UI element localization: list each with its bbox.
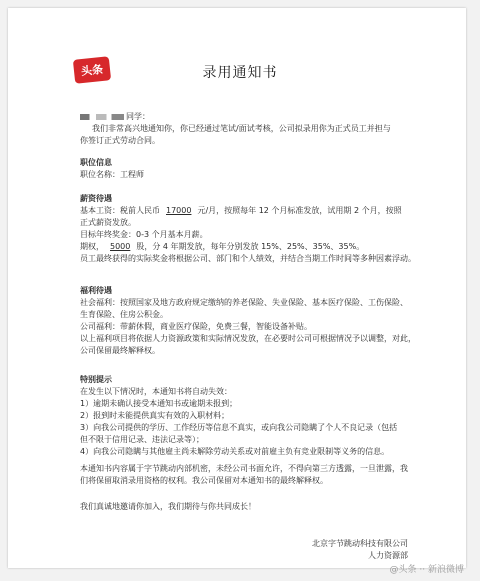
notice-section xyxy=(80,374,440,458)
position-section xyxy=(80,157,440,181)
salary-base-amount: 17000 xyxy=(166,206,192,215)
salary-stock-line xyxy=(80,241,440,253)
stock-suffix: 股，分 4 年期发放，每年分别发放 15%、25%、35%、35%。 xyxy=(136,242,365,251)
salary-base-prefix: 基本工资：税前人民币 xyxy=(80,206,160,215)
logo-text: 头条 xyxy=(80,62,104,79)
salary-bonus: 目标年终奖金：0-3 个月基本月薪。 xyxy=(80,230,208,239)
closing-line: 我们真诚地邀请你加入，我们期待与你共同成长！ xyxy=(80,502,256,511)
notice-line: 在发生以下情况时，本通知书将自动失效： xyxy=(80,387,232,396)
salary-base-suffix: 元/月，按照每年 12 个月标准发放，试用期 2 个月，按照 xyxy=(197,206,402,215)
signature-block xyxy=(312,538,408,562)
benefits-line: 生育保险、住房公积金。 xyxy=(80,310,168,319)
notice-line: 4）向我公司隐瞒与其他雇主尚未解除劳动关系或对前雇主负有竞业限制等义务的信息。 xyxy=(80,447,390,456)
salary-base-cont: 正式薪资发放。 xyxy=(80,218,136,227)
salary-note: 员工最终获得的实际奖金将根据公司、部门和个人绩效，并结合当期工作时间等多种因素浮动。 xyxy=(80,254,416,263)
position-line: 职位名称：工程师 xyxy=(80,170,144,179)
redacted-name xyxy=(80,114,124,120)
confidential-line: 本通知书内容属于字节跳动内部机密，未经公司书面允许，不得向第三方透露，一旦泄露，我 xyxy=(80,464,408,473)
signature-company: 北京字节跳动科技有限公司 xyxy=(312,539,408,548)
benefits-heading: 福利待遇 xyxy=(80,286,112,295)
notice-line: 3）向我公司提供的学历、工作经历等信息不真实，或向我公司隐瞒了个人不良记录（包括 xyxy=(80,423,398,432)
salary-section xyxy=(80,193,440,265)
notice-line: 2）报到时未能提供真实有效的入职材料； xyxy=(80,411,230,420)
intro-line: 我们非常高兴地通知你，你已经通过笔试/面试考核，公司拟录用你为正式员工并担与 xyxy=(92,124,391,133)
greeting-line xyxy=(80,111,440,123)
notice-heading: 特别提示 xyxy=(80,375,112,384)
benefits-line: 以上福利项目将依据人力资源政策和实际情况发放，在必要时公司可根据情况予以调整，对此， xyxy=(80,334,416,343)
notice-line: 但不限于信用记录、违法记录等）； xyxy=(80,435,204,444)
weibo-watermark: @头条 ·· 新浪微博 xyxy=(389,565,464,575)
greeting-block xyxy=(80,111,440,147)
notice-line: 1）逾期未确认接受本通知书或逾期未报到； xyxy=(80,399,238,408)
signature-dept: 人力资源部 xyxy=(368,551,408,560)
stock-amount: 5000 xyxy=(110,242,131,251)
confidential-line: 们将保留取消录用资格的权利。我公司保留对本通知书的最终解释权。 xyxy=(80,476,328,485)
stock-prefix: 期权， xyxy=(80,242,104,251)
salary-heading: 薪资待遇 xyxy=(80,194,112,203)
position-heading: 职位信息 xyxy=(80,158,112,167)
intro-line: 你签订正式劳动合同。 xyxy=(80,136,160,145)
benefits-section xyxy=(80,285,440,357)
benefits-line: 社会福利：按照国家及地方政府规定缴纳的养老保险、失业保险、基本医疗保险、工伤保险、 xyxy=(80,298,408,307)
greeting-suffix: 同学： xyxy=(126,112,150,121)
benefits-line: 公司福利：带薪休假，商业医疗保险，免费三餐，智能设备补贴。 xyxy=(80,322,312,331)
benefits-line: 公司保留最终解释权。 xyxy=(80,346,160,355)
salary-base-line xyxy=(80,205,440,217)
confidential-block xyxy=(80,463,440,487)
document-title: 录用通知书 xyxy=(202,65,278,81)
